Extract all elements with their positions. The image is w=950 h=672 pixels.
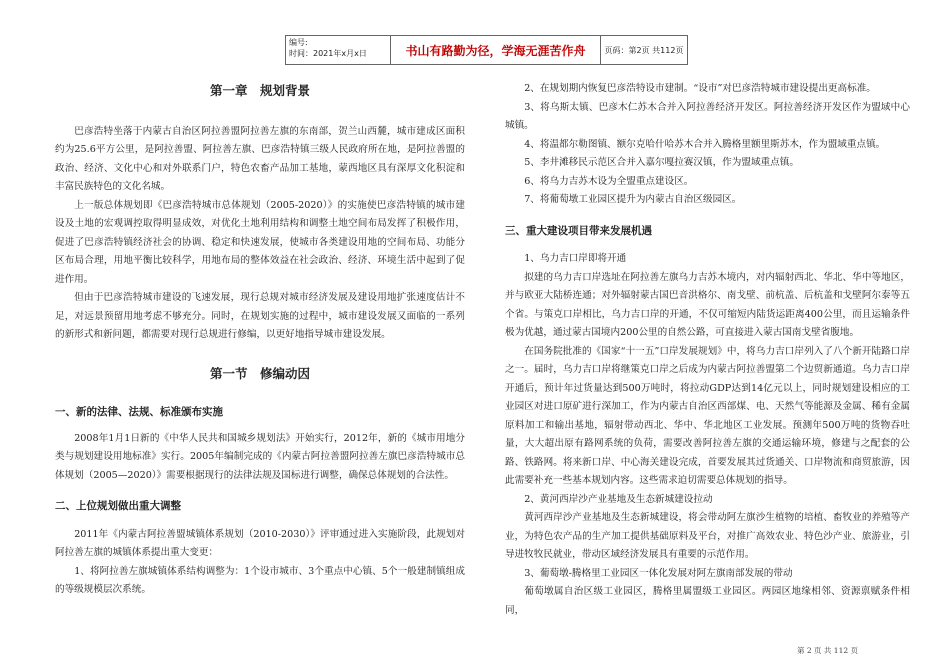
list-item: 5、李井滩移民示范区合并入嘉尔嘎拉赛汉镇，作为盟域重点镇。 bbox=[524, 157, 799, 168]
left-column bbox=[55, 80, 465, 600]
number-label: 编号: bbox=[289, 38, 308, 47]
subsection-2-paragraph-1: 2011年《内蒙古阿拉善盟城镇体系规划（2010-2030）》评审通过进入实施阶段，此规划对阿拉善左旗的城镇体系提出重大变更： bbox=[55, 528, 465, 558]
time-label: 时间：2021年x月x日 bbox=[289, 49, 367, 58]
list-item: 7、将葡萄墩工业园区提升为内蒙古自治区级园区。 bbox=[524, 194, 742, 205]
intro-paragraph-2: 上一版总体规划即《巴彦浩特城市总体规划（2005-2020）》的实施使巴彦浩特镇的城市建设及土地的宏观调控取得明显成效，对优化土地利用结构和调整土地空间布局发挥了积极作用，促进了巴彦浩特镇经济社会的协调、稳定和快速发展，使城市各类建设用地的空间布局、功能分区布局合理，用地平衡比较科学，用地布局的整体效益在社会政治、经济、环境生活中起到了促进作用。 bbox=[55, 199, 465, 285]
project-1-text-2: 在国务院批准的《国家“十一五”口岸发展规划》中，将乌力吉口岸列入了八个新开陆路口岸之一。届时，乌力吉口岸将继策克口岸之后成为内蒙古阿拉善盟第二个边贸新通道。乌力吉口岸开通后，预计年过货量达到500万吨时，将拉动GDP达到14亿元以上，同时规划建设相应的工业园区对进口原矿进行深加工，作为内蒙古自治区西部煤、电、天然气等能源及金属、稀有金属原料加工和输出基地，辐射带动西北、华中、华北地区工业发展。预测年500万吨的货物吞吐量，大大超出原有路网系统的负荷，需要改善阿拉善左旗的交通运输环境，修建与之配套的公路、铁路网。将来新口岸、中心海关建设完成，首要发展其过货通关、口岸物流和商贸旅游，因此需要补充一些基本规划内容。这些需求迫切需要总体规划的指导。 bbox=[505, 345, 910, 486]
list-item: 2、在规划期内恢复巴彦浩特设市建制。“设市”对巴彦浩特城市建设提出更高标准。 bbox=[524, 83, 876, 94]
project-2-title: 2、黄河西岸沙产业基地及生态新城建设拉动 bbox=[524, 493, 713, 505]
intro-paragraph-1: 巴彦浩特坐落于内蒙古自治区阿拉善盟阿拉善左旗的东南部，贺兰山西麓，城市建成区面积约为25.6平方公里，是阿拉善盟、阿拉善左旗、巴彦浩特镇三级人民政府所在地，是阿拉善盟的政治、经济、文化中心和对外联系门户，特色农畜产品加工基地，蒙西地区具有深厚文化积淀和丰富民族特色的文化名城。 bbox=[55, 125, 465, 192]
page-header bbox=[285, 35, 688, 65]
project-1-text-1: 拟建的乌力吉口岸选址在阿拉善左旗乌力吉苏木境内，对内辐射西北、华北、华中等地区，并与欧亚大陆桥连通；对外辐射蒙古国巴音洪格尔、南戈壁、前杭盖、后杭盖和戈壁阿尔泰等五个省。与策克口岸相比，乌力吉口岸的开通，不仅可缩短内陆货运距离400公里，而且运输条件极为优越，通过蒙古国境内200公里的自然公路，可直接进入蒙古国南戈壁省腹地。 bbox=[505, 271, 910, 338]
subsection-3-title: 三、重大建设项目带来发展机遇 bbox=[505, 224, 652, 237]
subsection-1-title: 一、新的法律、法规、标准颁布实施 bbox=[55, 406, 223, 418]
intro-paragraph-3: 但由于巴彦浩特城市建设的飞速发展，现行总规对城市经济发展及建设用地扩张速度估计不足，对远景预留用地考虑不够充分。同时，在规划实施的过程中，城市建设发展又面临的一系列的新形式和新问题，都需要对现行总规进行修编，以更好地指导城市建设发展。 bbox=[55, 292, 465, 340]
section-title: 第一节 修编动因 bbox=[209, 365, 310, 381]
page-footer: 第 2 页 共 112 页 bbox=[796, 646, 858, 655]
project-2-text: 黄河西岸沙产业基地及生态新城建设，将会带动阿左旗沙生植物的培植、畜牧业的养殖等产业，为特色农产品的生产加工提供基础原料及平台，对推广高效农业、特色沙产业、旅游业，引导进牧牧民就业，带动区域经济发展具有重要的示范作用。 bbox=[505, 512, 910, 560]
chapter-title: 第一章 规划背景 bbox=[209, 83, 310, 98]
project-3-text: 葡萄墩属自治区级工业园区，腾格里属盟级工业园区。两园区地缘相邻、资源禀赋条件相同， bbox=[505, 586, 910, 616]
right-column bbox=[505, 80, 910, 620]
subsection-2-paragraph-2: 1、将阿拉善左旗城镇体系结构调整为：1个设市城市、3个重点中心镇、5个一般建制镇组成的等级规模层次系统。 bbox=[55, 565, 465, 595]
motto: 书山有路勤为径，学海无涯苦作舟 bbox=[391, 36, 601, 64]
list-item: 6、将乌力吉苏木设为全盟重点建设区。 bbox=[524, 175, 694, 187]
header-meta bbox=[286, 36, 391, 64]
subsection-2-title: 二、上位规划做出重大调整 bbox=[55, 500, 181, 512]
list-item: 3、将乌斯太镇、巴彦木仁苏木合并入阿拉善经济开发区。阿拉善经济开发区作为盟域中心城镇。 bbox=[505, 101, 910, 131]
list-item: 4、将温都尔勒图镇、额尔克哈什哈苏木合并入腾格里额里斯苏木，作为盟域重点镇。 bbox=[524, 138, 886, 150]
project-1-title: 1、乌力吉口岸即将开通 bbox=[524, 253, 627, 264]
subsection-1-paragraph: 2008年1月1日新的《中华人民共和国城乡规划法》开始实行，2012年，新的《城市用地分类与规划建设用地标准》实行。2005年编制完成的《内蒙古阿拉善盟阿拉善左旗巴彦浩特城市总体规划（2005—2020）》需要根据现行的法律法规及国标进行调整，确保总体规划的合法性。 bbox=[55, 432, 465, 481]
page-label: 页码：第2页 共112页 bbox=[604, 45, 684, 55]
project-3-title: 3、葡萄墩-腾格里工业园区一体化发展对阿左旗南部发展的带动 bbox=[524, 567, 793, 579]
